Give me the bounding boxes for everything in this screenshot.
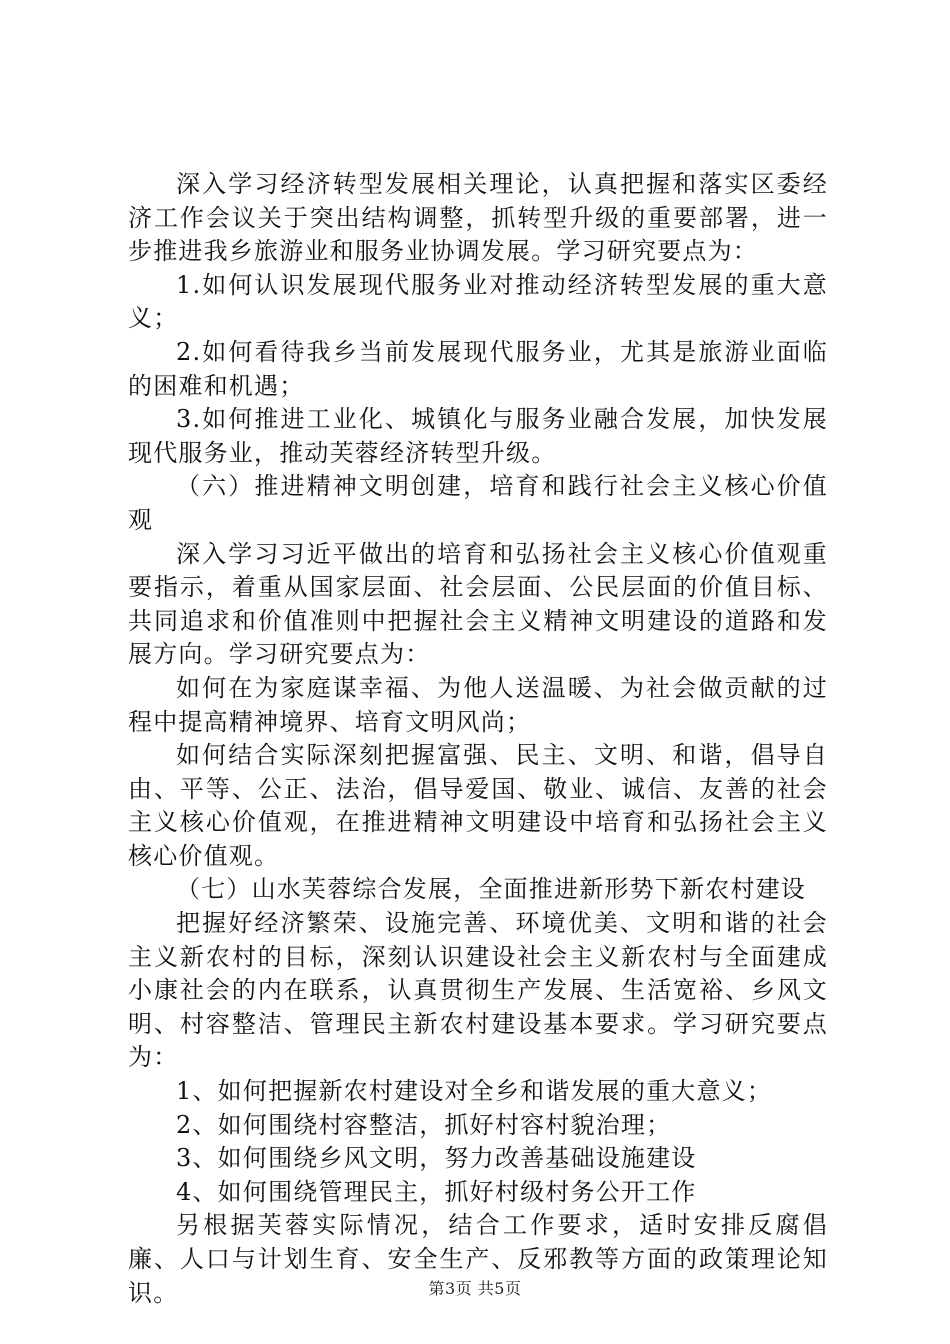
list-item: 3、如何围绕乡风文明，努力改善基础设施建设 — [176, 1144, 697, 1173]
document-body — [128, 168, 828, 1310]
section-heading-7: （七）山水芙蓉综合发展，全面推进新形势下新农村建设 — [176, 875, 806, 904]
list-item: 4、如何围绕管理民主，抓好村级村务公开工作 — [176, 1177, 697, 1206]
paragraph: 深入学习习近平做出的培育和弘扬社会主义核心价值观重要指示，着重从国家层面、社会层面、公民层面的价值目标、共同追求和价值准则中把握社会主义精神文明建设的道路和发展方向。学习研究要点为： — [128, 539, 828, 669]
section-heading-6: （六）推进精神文明创建，培育和践行社会主义核心价值观 — [128, 472, 828, 534]
paragraph: 把握好经济繁荣、设施完善、环境优美、文明和谐的社会主义新农村的目标，深刻认识建设社会主义新农村与全面建成小康社会的内在联系，认真贯彻生产发展、生活宽裕、乡风文明、村容整洁、管理民主新农村建设基本要求。学习研究要点为： — [128, 909, 828, 1072]
list-item: 1、如何把握新农村建设对全乡和谐发展的重大意义； — [176, 1077, 773, 1106]
list-item: 如何在为家庭谋幸福、为他人送温暖、为社会做贡献的过程中提高精神境界、培育文明风尚； — [128, 673, 828, 736]
list-item: 3.如何推进工业化、城镇化与服务业融合发展，加快发展现代服务业，推动芙蓉经济转型升级。 — [128, 405, 828, 467]
paragraph-intro: 深入学习经济转型发展相关理论，认真把握和落实区委经济工作会议关于突出结构调整，抓转型升级的重要部署，进一步推进我乡旅游业和服务业协调发展。学习研究要点为： — [128, 170, 828, 266]
paragraph-closing: 另根据芙蓉实际情况，结合工作要求，适时安排反腐倡廉、人口与计划生育、安全生产、反邪教等方面的政策理论知识。 — [128, 1211, 828, 1307]
list-item: 如何结合实际深刻把握富强、民主、文明、和谐，倡导自由、平等、公正、法治，倡导爱国、敬业、诚信、友善的社会主义核心价值观，在推进精神文明建设中培育和弘扬社会主义核心价值观。 — [128, 741, 828, 870]
list-item: 2、如何围绕村容整洁，抓好村容村貌治理； — [176, 1110, 672, 1139]
list-item: 1.如何认识发展现代服务业对推动经济转型发展的重大意义； — [128, 270, 828, 333]
page-number-footer: 第3页 共5页 — [428, 1279, 522, 1298]
list-item: 2.如何看待我乡当前发展现代服务业，尤其是旅游业面临的困难和机遇； — [128, 337, 828, 400]
